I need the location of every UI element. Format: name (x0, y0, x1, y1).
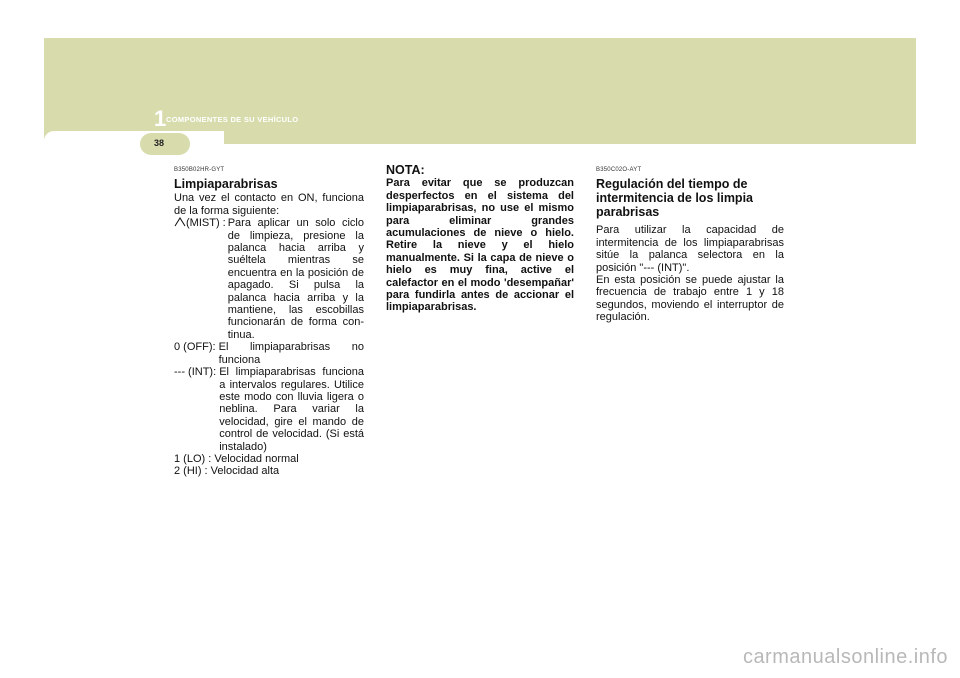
mist-up-chevron-icon (174, 217, 186, 227)
right-column (596, 164, 784, 324)
paragraph-1: Para utilizar la capacidad de intermitencia de los limpiaparabrisas sitúe la palanca selectora en la posición "--- (INT)". (596, 224, 784, 274)
nota-text: Para evitar que se produzcan desperfectos en el sistema del limpiaparabrisas, no use el mismo para eliminar grandes acumulaciones de nieve o hielo. Retire la nieve y el hielo manualmente. Si la capa de nieve o hielo es muy fina, active el calefactor en el modo 'desempañar' para fundirla antes de accionar el limpiaparabrisas. (386, 177, 574, 314)
off-key: 0 (OFF): (174, 341, 219, 354)
watermark: carmanualsonline.info (742, 646, 948, 668)
int-text: El limpiaparabrisas funciona a intervalos regulares. Utilice este modo con lluvia ligera o neblina. Para variar la velocidad, gire el mando de control de velocidad. (Si está instalado) (219, 366, 364, 453)
header-band (44, 38, 916, 144)
left-column (174, 164, 364, 478)
int-key: --- (INT): (174, 366, 220, 379)
page-number: 38 (154, 138, 165, 148)
mist-text: Para aplicar un solo ciclo de limpieza, presione la palanca hacia arriba y suéltela mientras se encuentra en la posición de apagado. Si pulsa la palanca hacia arriba y la mantiene, las escobillas funcionarán de forma con-tinua. (227, 217, 364, 341)
section-title: Limpiaparabrisas (174, 177, 278, 192)
section-code: B350C02O-AYT (596, 167, 642, 173)
middle-column (386, 164, 574, 314)
mist-key: (MIST) : (174, 217, 226, 341)
lo-item: 1 (LO) : Velocidad normal (174, 452, 299, 465)
paragraph-2: En esta posición se puede ajustar la frecuencia de trabajo entre 1 y 18 segundos, moviendo el interruptor de regulación. (596, 274, 784, 324)
page-number-pill (140, 133, 190, 155)
hi-item: 2 (HI) : Velocidad alta (174, 465, 280, 478)
intro-text: Una vez el contacto en ON, funciona de la forma siguiente: (174, 192, 364, 217)
off-item (174, 341, 364, 366)
nota-title: NOTA: (386, 163, 425, 177)
section-title: Regulación del tiempo de intermitencia de los limpia parabrisas (596, 177, 753, 220)
int-item (174, 366, 364, 453)
chapter-number: 1 (154, 106, 167, 131)
off-text: El limpiaparabrisas no funciona (218, 341, 364, 366)
mist-item (174, 217, 364, 341)
header-tab-cutout (44, 131, 224, 144)
section-code: B350B02HR-GYT (174, 167, 225, 173)
chapter-title: COMPONENTES DE SU VEHÍCULO (166, 115, 299, 124)
